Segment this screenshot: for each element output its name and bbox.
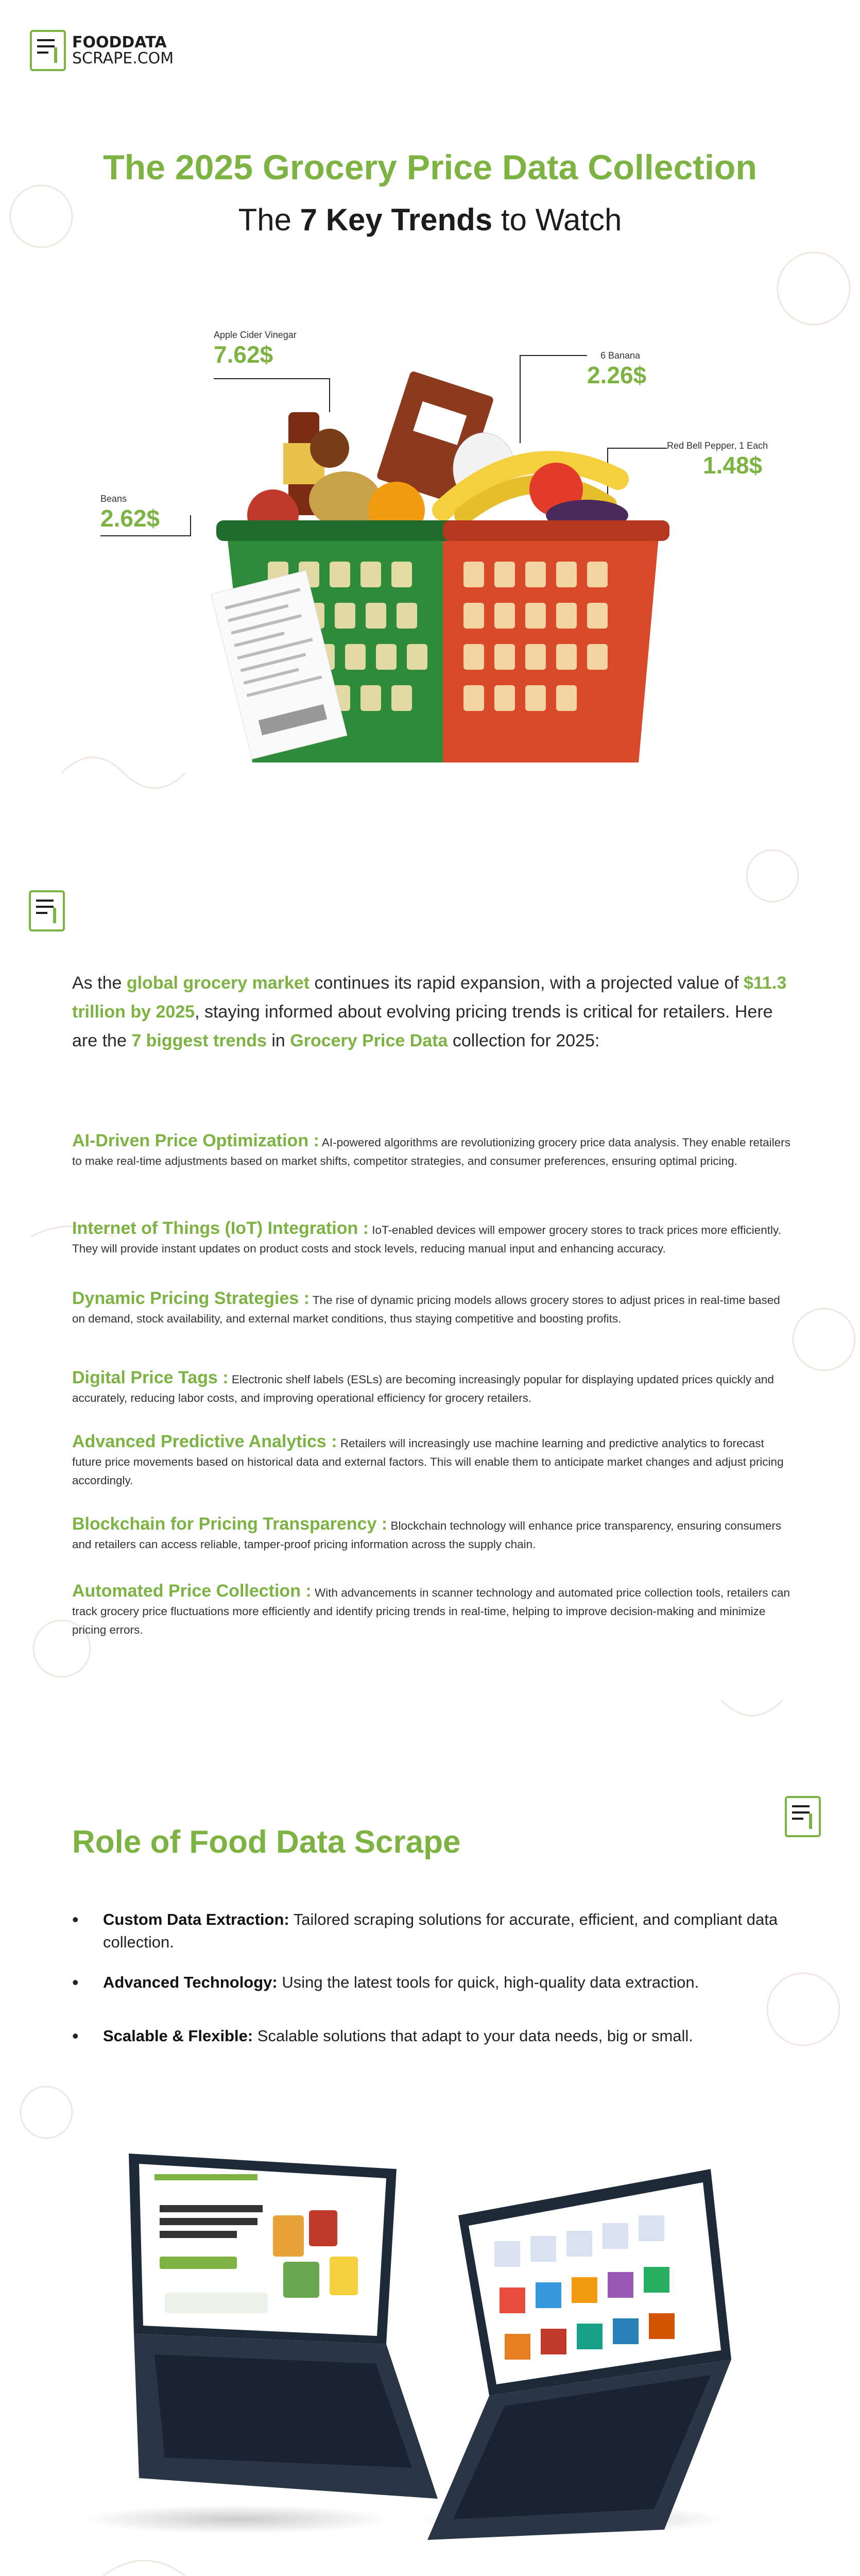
grocery-basket-illustration: [196, 361, 690, 814]
section-logo-icon: [785, 1796, 821, 1837]
intro-paragraph: As the global grocery market continues its rapid expansion, with a projected value of $11.3 trillion by 2025, staying informed about evolving pricing trends is critical for retailers. Here are the 7 biggest trends in Grocery Price Data collection for 2025:: [72, 973, 787, 1050]
hero-subtitle: The 7 Key Trends to Watch: [238, 202, 622, 237]
price-tag-apple-cider-vinegar: Apple Cider Vinegar 7.62$: [214, 330, 297, 368]
trend-item: Internet of Things (IoT) Integration : IoT-enabled devices will empower grocery stores to track prices more efficiently. They will provide instant updates on product costs and stock levels, reducing manual input and enhancing accuracy.: [72, 1218, 781, 1255]
role-bullet: • Custom Data Extraction: Tailored scraping solutions for accurate, efficient, and compliant data collection.: [72, 1908, 783, 1954]
trend-item: AI-Driven Price Optimization : AI-powered algorithms are revolutionizing grocery price data analysis. They enable retailers to make real-time adjustments based on market shifts, competitor strategies, and consumer preferences, ensuring optimal pricing.: [72, 1131, 790, 1167]
section-logo-icon: [29, 890, 65, 931]
left-laptop: [129, 2154, 438, 2499]
trend-item: Dynamic Pricing Strategies : The rise of dynamic pricing models allows grocery stores to adjust prices in real-time based on demand, stock availability, and external market conditions, thus staying competitive and boosting profits.: [72, 1289, 780, 1325]
trend-item: Automated Price Collection : With advancements in scanner technology and automated price collection tools, retailers can track grocery price fluctuations more efficiently and identify pricing trends in real-time, helping to improve decision-making and minimize pricing errors.: [72, 1581, 790, 1636]
trend-item: Digital Price Tags : Electronic shelf labels (ESLs) are becoming increasingly popular for displaying updated prices quickly and accurately, reducing labor costs, and improving operational efficiency for grocery retailers.: [72, 1368, 774, 1404]
trend-item: Blockchain for Pricing Transparency : Blockchain technology will enhance price transparency, ensuring consumers and retailers can access reliable, tamper-proof pricing information across the supply chain.: [72, 1514, 782, 1551]
trend-item: Advanced Predictive Analytics : Retailers will increasingly use machine learning and predictive analytics to forecast future price movements based on historical data and external factors. This will enable them to anticipate market changes and adjust pricing accordingly.: [72, 1432, 784, 1487]
hero-title: The 2025 Grocery Price Data Collection: [103, 148, 757, 187]
price-tag-red-bell-pepper: Red Bell Pepper, 1 Each 1.48$: [667, 440, 768, 479]
price-tag-banana: 6 Banana 2.26$: [587, 350, 647, 388]
right-laptop: [427, 2169, 731, 2540]
price-tag-beans: Beans 2.62$: [100, 494, 160, 532]
role-bullet: • Scalable & Flexible: Scalable solutions that adapt to your data needs, big or small.: [72, 2025, 783, 2047]
role-section-title: Role of Food Data Scrape: [72, 1824, 461, 1860]
logo-line-1: FOODDATA: [72, 33, 167, 52]
logo-line-2: SCRAPE.COM: [72, 49, 174, 67]
laptops-illustration: [67, 2138, 798, 2550]
role-bullet: • Advanced Technology: Using the latest tools for quick, high-quality data extraction.: [72, 1971, 783, 1994]
